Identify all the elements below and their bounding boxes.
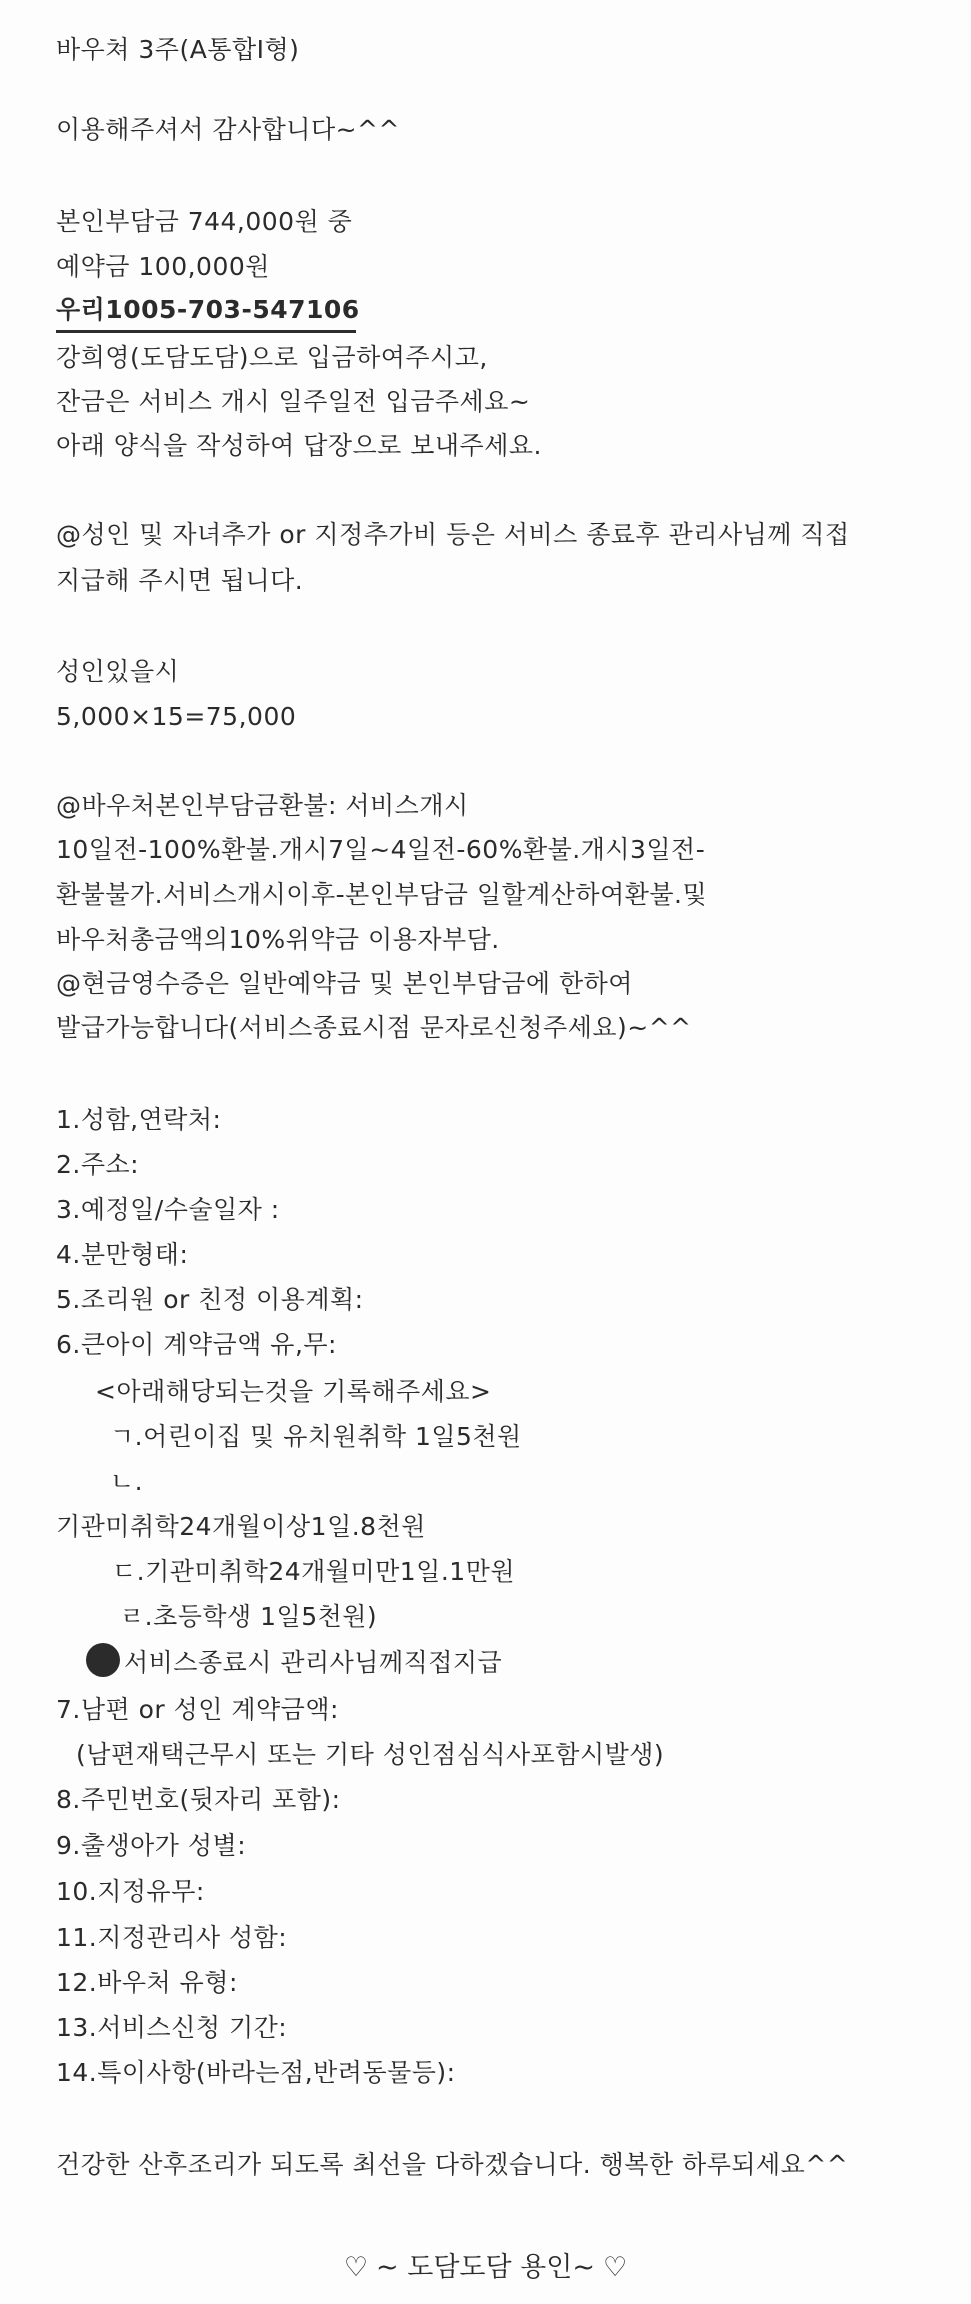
form-item-designation: 10.지정유무: bbox=[56, 1877, 205, 1906]
deposit-line: 예약금 100,000원 bbox=[56, 252, 270, 281]
sub-item-d: ㄹ.초등학생 1일5천원) bbox=[120, 1602, 378, 1631]
form-item-older-child: 6.큰아이 계약금액 유,무: bbox=[56, 1330, 337, 1359]
bank-account: 우리1005-703-547106 bbox=[56, 295, 360, 324]
form-item-due-date: 3.예정일/수술일자 : bbox=[56, 1195, 280, 1224]
form-item-voucher-type: 12.바우처 유형: bbox=[56, 1968, 238, 1997]
bullet-note-text: 서비스종료시 관리사님께직접지급 bbox=[124, 1648, 503, 1677]
sub-item-b-cont: 기관미취학24개월이상1일.8천원 bbox=[56, 1512, 426, 1541]
sub-item-c: ㄷ.기관미취학24개월미만1일.1만원 bbox=[112, 1557, 515, 1586]
extra-fee-note: @성인 및 자녀추가 or 지정추가비 등은 서비스 종료후 관리사님께 직접 bbox=[56, 520, 850, 549]
thanks-line: 이용해주셔서 감사합니다~^^ bbox=[56, 115, 400, 144]
note-header: <아래해당되는것을 기록해주세요> bbox=[95, 1377, 492, 1406]
title: 바우쳐 3주(A통합I형) bbox=[56, 35, 300, 64]
heart-icon: ♡ bbox=[602, 2252, 628, 2283]
copay-line: 본인부담금 744,000원 중 bbox=[56, 207, 353, 236]
refund-line: 환불불가.서비스개시이후-본인부담금 일할계산하여환불.및 bbox=[56, 880, 708, 909]
depositor-line: 강희영(도담도담)으로 입금하여주시고, bbox=[56, 343, 488, 372]
account-underline bbox=[56, 330, 356, 333]
extra-fee-note-cont: 지급해 주시면 됩니다. bbox=[56, 566, 304, 595]
reply-line: 아래 양식을 작성하여 답장으로 보내주세요. bbox=[56, 431, 542, 460]
receipt-line: @현금영수증은 일반예약금 및 본인부담금에 한하여 bbox=[56, 969, 633, 998]
sub-item-b: ㄴ. bbox=[110, 1467, 144, 1496]
form-item-delivery-type: 4.분만형태: bbox=[56, 1240, 189, 1269]
form-item-plan: 5.조리원 or 친정 이용계획: bbox=[56, 1285, 364, 1314]
adult-title: 성인있을시 bbox=[56, 657, 180, 686]
signature-text: ~ 도담도담 용인~ bbox=[376, 2252, 595, 2283]
sub-item-a: ㄱ.어린이집 및 유치원취학 1일5천원 bbox=[110, 1422, 522, 1451]
heart-icon: ♡ bbox=[343, 2252, 369, 2283]
form-item-id-number: 8.주민번호(뒷자리 포함): bbox=[56, 1785, 341, 1814]
balance-line: 잔금은 서비스 개시 일주일전 입금주세요~ bbox=[56, 387, 531, 416]
bullet-dot bbox=[86, 1643, 120, 1677]
form-item-special-notes: 14.특이사항(바라는점,반려동물등): bbox=[56, 2058, 456, 2087]
form-item-name: 1.성함,연락처: bbox=[56, 1105, 222, 1134]
adult-calc: 5,000×15=75,000 bbox=[56, 702, 297, 731]
form-item-baby-gender: 9.출생아가 성별: bbox=[56, 1831, 247, 1860]
form-item-service-period: 13.서비스신청 기간: bbox=[56, 2013, 288, 2042]
form-item-spouse-note: (남편재택근무시 또는 기타 성인점심식사포함시발생) bbox=[76, 1740, 665, 1769]
receipt-line: 발급가능합니다(서비스종료시점 문자로신청주세요)~^^ bbox=[56, 1013, 692, 1042]
bullet-note bbox=[86, 1643, 502, 1683]
closing-message: 건강한 산후조리가 되도록 최선을 다하겠습니다. 행복한 하루되세요^^ bbox=[56, 2150, 849, 2179]
refund-line: 바우처총금액의10%위약금 이용자부담. bbox=[56, 925, 500, 954]
refund-line: 10일전-100%환불.개시7일~4일전-60%환불.개시3일전- bbox=[56, 835, 706, 864]
signature bbox=[0, 2248, 971, 2288]
form-item-manager-name: 11.지정관리사 성함: bbox=[56, 1923, 288, 1952]
form-item-spouse: 7.남편 or 성인 계약금액: bbox=[56, 1695, 339, 1724]
form-item-address: 2.주소: bbox=[56, 1150, 140, 1179]
refund-line: @바우처본인부담금환불: 서비스개시 bbox=[56, 791, 469, 820]
